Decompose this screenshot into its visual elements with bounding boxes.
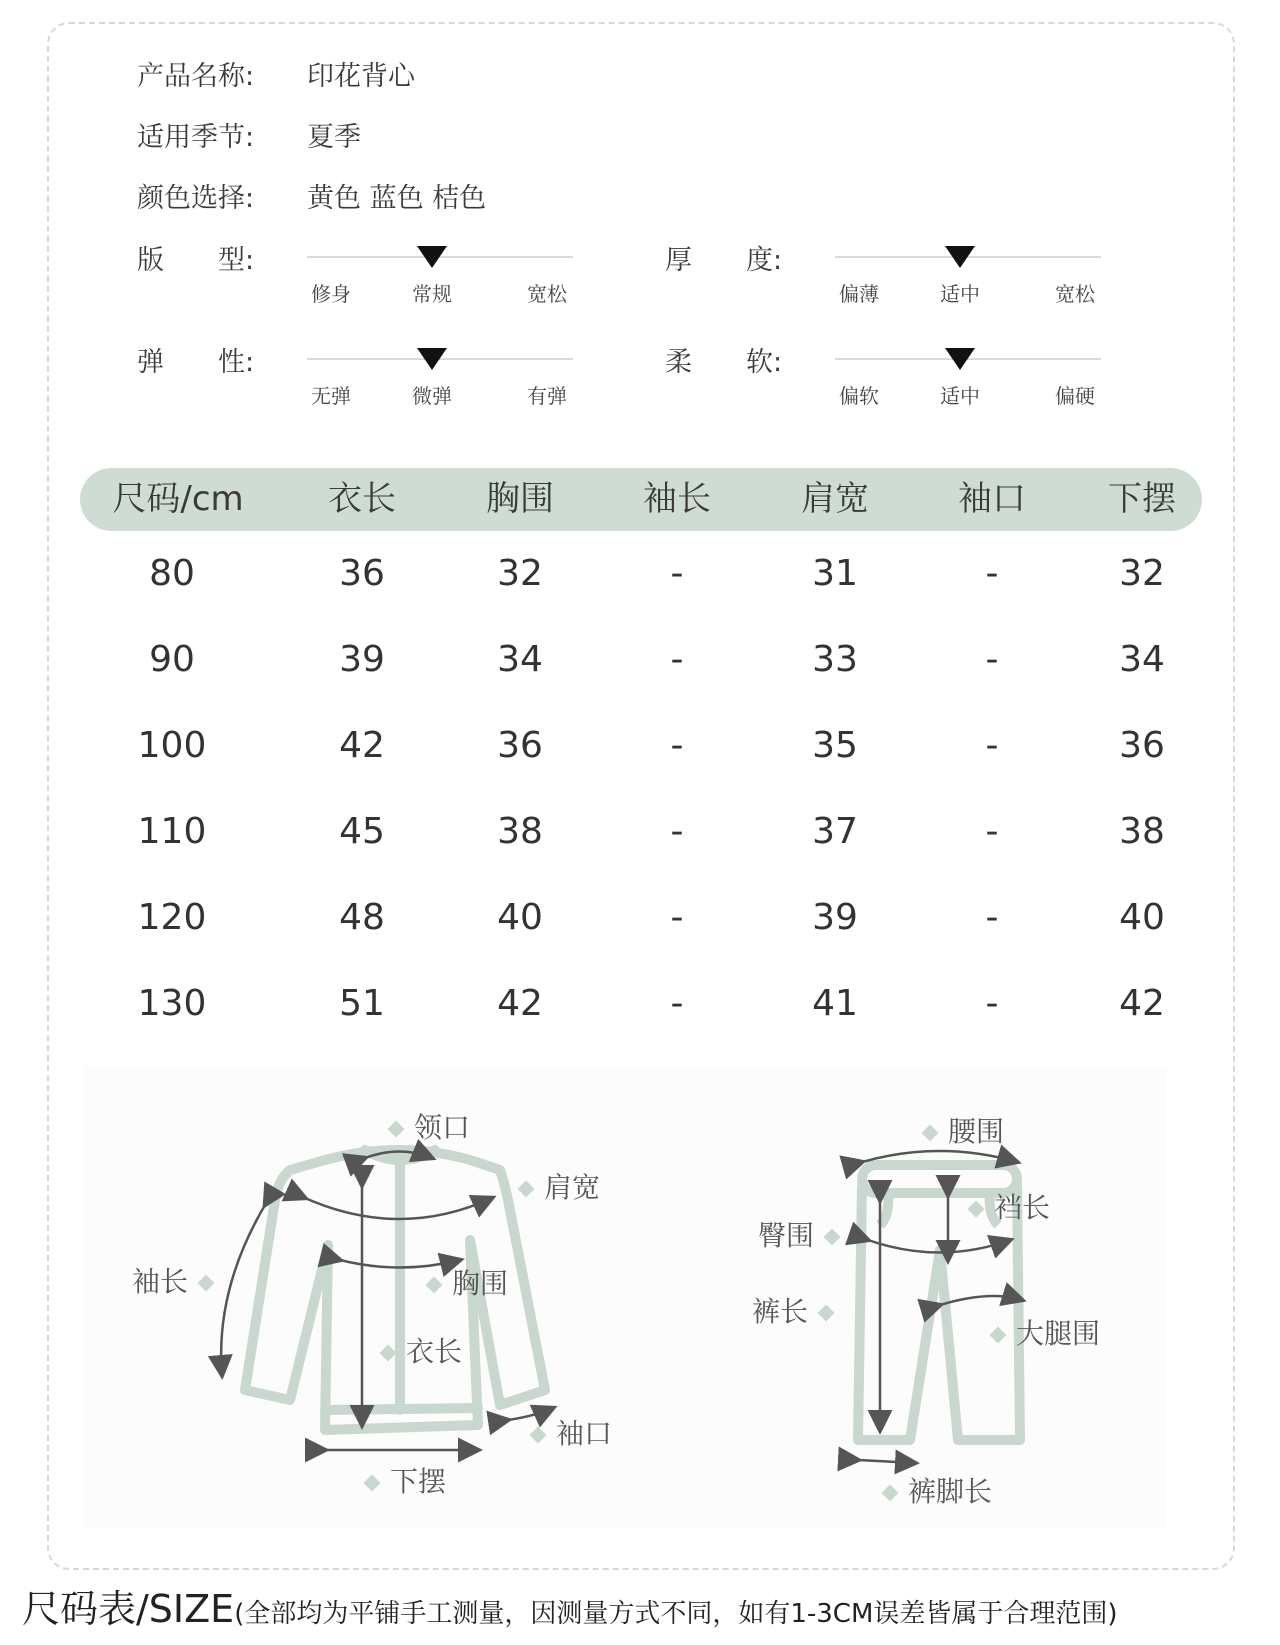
table-cell: 34 [497,639,543,680]
header-shoulder: 肩宽 [801,479,869,519]
thickness-option-1: 偏薄 [839,282,879,306]
table-cell: 39 [339,639,385,680]
table-cell: 32 [497,553,543,594]
table-cell: - [985,897,999,938]
table-cell: 32 [1119,553,1165,594]
table-cell: 51 [339,983,385,1024]
table-cell: 39 [812,897,858,938]
diamond-icon [530,1427,547,1444]
header-sleeve: 袖长 [643,479,711,519]
elasticity-option-2: 微弹 [412,384,452,408]
hem-label: 下摆 [354,1460,446,1500]
footer-title: 尺码表/SIZE [22,1587,235,1631]
softness-label: 柔 软: [665,347,783,378]
diamond-icon [198,1275,215,1292]
table-cell: 38 [497,811,543,852]
thickness-option-3: 宽松 [1055,282,1095,306]
header-cuff: 袖口 [958,479,1026,519]
diamond-icon [824,1229,841,1246]
season-value: 夏季 [307,122,361,153]
header-chest: 胸围 [486,479,554,519]
fit-option-3: 宽松 [527,282,567,306]
table-cell: 40 [497,897,543,938]
pants-length-label: 裤长 [752,1290,844,1330]
table-cell: 36 [497,725,543,766]
fit-option-2: 常规 [412,282,452,306]
table-cell: 34 [1119,639,1165,680]
diamond-icon [968,1201,985,1218]
product-name-label: 产品名称: [137,61,255,92]
rise-label: 裆长 [958,1186,1050,1226]
elasticity-option-3: 有弹 [527,384,567,408]
table-cell: 36 [1119,725,1165,766]
table-cell: 38 [1119,811,1165,852]
table-cell: 45 [339,811,385,852]
softness-option-2: 适中 [940,384,980,408]
diamond-icon [882,1485,899,1502]
table-cell: - [670,553,684,594]
chest-label: 胸围 [416,1262,508,1302]
size-footer [22,1578,1118,1633]
table-cell: 90 [149,639,195,680]
table-cell: 100 [137,725,207,766]
shoulder-label: 肩宽 [508,1166,600,1206]
diamond-icon [364,1475,381,1492]
table-cell: 33 [812,639,858,680]
fit-label: 版 型: [137,245,255,276]
table-cell: - [985,811,999,852]
table-cell: 40 [1119,897,1165,938]
table-cell: 42 [1119,983,1165,1024]
thigh-label: 大腿围 [980,1312,1100,1352]
header-length: 衣长 [328,479,396,519]
table-cell: 35 [812,725,858,766]
hip-label: 臀围 [758,1214,850,1254]
thickness-option-2: 适中 [940,282,980,306]
diamond-icon [922,1125,939,1142]
color-label: 颜色选择: [137,183,255,214]
header-size: 尺码/cm [112,479,244,519]
table-cell: 120 [137,897,207,938]
table-cell: 37 [812,811,858,852]
table-cell: 130 [137,983,207,1024]
table-cell: 41 [812,983,858,1024]
table-cell: 80 [149,553,195,594]
table-cell: 48 [339,897,385,938]
color-value: 黄色 蓝色 桔色 [307,183,487,214]
thickness-label: 厚 度: [665,245,783,276]
softness-option-3: 偏硬 [1055,384,1095,408]
diamond-icon [990,1327,1007,1344]
sleeve-length-label: 袖长 [132,1260,224,1300]
table-cell: 42 [339,725,385,766]
product-name-value: 印花背心 [307,61,415,92]
table-cell: 110 [137,811,207,852]
table-cell: - [985,553,999,594]
footer-note: (全部均为平铺手工测量，因测量方式不同，如有1-3CM误差皆属于合理范围) [234,1599,1118,1629]
elasticity-option-1: 无弹 [311,384,351,408]
diamond-icon [388,1121,405,1138]
table-cell: 36 [339,553,385,594]
diamond-icon [518,1181,535,1198]
leg-opening-label: 裤脚长 [872,1470,992,1510]
diamond-icon [426,1277,443,1294]
diamond-icon [818,1305,835,1322]
collar-label: 领口 [378,1106,470,1146]
fit-option-1: 修身 [311,282,351,306]
table-cell: - [985,639,999,680]
table-cell: 42 [497,983,543,1024]
season-label: 适用季节: [137,122,255,153]
table-cell: - [670,639,684,680]
table-cell: - [670,811,684,852]
length-label: 衣长 [370,1330,462,1370]
waist-label: 腰围 [912,1110,1004,1150]
header-hem: 下摆 [1108,479,1176,519]
elasticity-label: 弹 性: [137,347,255,378]
table-cell: - [985,983,999,1024]
cuff-label: 袖口 [520,1412,612,1452]
diamond-icon [380,1345,397,1362]
table-cell: - [670,725,684,766]
table-cell: 31 [812,553,858,594]
table-cell: - [670,983,684,1024]
softness-option-1: 偏软 [839,384,879,408]
table-cell: - [985,725,999,766]
table-cell: - [670,897,684,938]
